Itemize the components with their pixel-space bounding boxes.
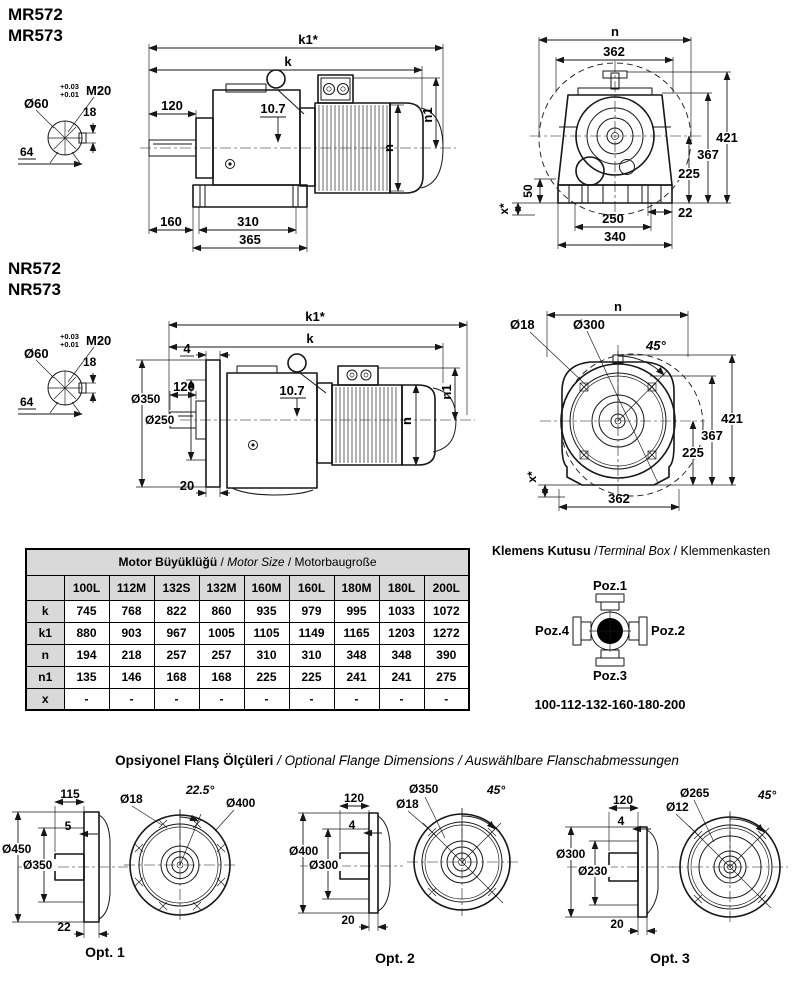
dim-value-cell: 348 xyxy=(334,644,379,666)
dim-160-label: 160 xyxy=(160,214,182,229)
terminal-box-diagram xyxy=(495,566,735,696)
table-row-k1 xyxy=(26,622,469,644)
dim-value-cell: 880 xyxy=(64,622,109,644)
dim-k-label: k xyxy=(306,331,314,346)
table-title-de: Motorbaugroße xyxy=(294,555,377,570)
key-width-label: 18 xyxy=(83,105,97,119)
dim-value-cell: 1149 xyxy=(289,622,334,644)
mr-shaft-detail-drawing xyxy=(10,80,140,175)
terminal-box-symbol xyxy=(573,594,647,666)
dim-value-cell: 822 xyxy=(154,600,199,622)
dim-225-label: 225 xyxy=(678,166,700,181)
dim-hole-dia-label: Ø18 xyxy=(396,797,419,811)
dim-50-label: 50 xyxy=(521,184,535,198)
table-title-en: Motor Size xyxy=(227,555,285,570)
dim-value-cell: 903 xyxy=(109,622,154,644)
dim-310-label: 310 xyxy=(237,214,259,229)
dim-angle-label: 45° xyxy=(758,788,777,802)
flange-section xyxy=(340,813,390,913)
dim-k1-label: k1* xyxy=(298,32,318,47)
terminal-pos1-label: Poz.1 xyxy=(593,578,627,593)
dim-hole-dia-label: Ø18 xyxy=(120,792,143,806)
dim-value-cell: - xyxy=(334,688,379,710)
dim-22-label: 22 xyxy=(678,205,693,220)
dim-value-cell: 225 xyxy=(244,666,289,688)
dim-value-cell: 310 xyxy=(289,644,334,666)
table-row-k xyxy=(26,600,469,622)
dim-n1-label: n1 xyxy=(439,384,454,400)
dim-pcd-label: Ø300 xyxy=(309,858,339,872)
dim-value-cell: 135 xyxy=(64,666,109,688)
motor-size-column-160L: 160L xyxy=(289,575,334,600)
terminal-sizes-line: 100-112-132-160-180-200 xyxy=(534,697,686,712)
shaft-length-label: 64 xyxy=(20,395,34,409)
table-title-row xyxy=(26,549,469,575)
dim-x-label: x* xyxy=(497,203,511,215)
dim-362-label: 362 xyxy=(603,44,625,59)
dim-115-label: 115 xyxy=(60,787,80,801)
dim-value-cell: 1005 xyxy=(199,622,244,644)
dim-value-cell: - xyxy=(244,688,289,710)
dim-hole-dia-label: Ø12 xyxy=(666,800,689,814)
mr-model-title xyxy=(8,4,63,46)
motor-size-column-180L: 180L xyxy=(379,575,424,600)
dim-n-label: n xyxy=(614,299,622,314)
dim-n-label: n xyxy=(381,144,396,152)
dim-120-label: 120 xyxy=(343,791,365,805)
terminal-title-tr: Klemens Kutusu xyxy=(492,544,591,558)
dim-n-label: n xyxy=(399,417,414,425)
dim-20-label: 20 xyxy=(341,913,355,927)
opt3-label: Opt. 3 xyxy=(650,950,690,966)
dim-angle-label: 45° xyxy=(646,338,666,353)
dim-value-cell: 241 xyxy=(379,666,424,688)
dim-pcd-label: Ø230 xyxy=(578,864,608,878)
dim-hole-dia-label: Ø18 xyxy=(510,317,535,332)
thread-size-label: M20 xyxy=(86,333,112,348)
motor-size-column-112M: 112M xyxy=(109,575,154,600)
dim-value-cell: 390 xyxy=(424,644,469,666)
dim-value-cell: 967 xyxy=(154,622,199,644)
mr-model-line1: MR572 xyxy=(8,5,63,24)
nr-model-line2: NR573 xyxy=(8,280,61,299)
dim-value-cell: 310 xyxy=(244,644,289,666)
dim-value-cell: - xyxy=(424,688,469,710)
motor-size-column-180M: 180M xyxy=(334,575,379,600)
dim-value-cell: 1105 xyxy=(244,622,289,644)
dim-value-cell: 257 xyxy=(199,644,244,666)
motor-table-corner-cell xyxy=(26,575,64,600)
dim-340-label: 340 xyxy=(604,229,626,244)
dim-k1-label: k1* xyxy=(305,309,325,324)
dim-key-depth-label: 10.7 xyxy=(260,101,286,116)
dim-value-cell: - xyxy=(289,688,334,710)
dim-225-label: 225 xyxy=(682,445,704,460)
flange-heading-tr: Opsiyonel Flanş Ölçüleri xyxy=(115,753,274,768)
dim-value-cell: - xyxy=(154,688,199,710)
shaft-diameter-label: Ø60 xyxy=(24,96,49,111)
dim-k-label: k xyxy=(284,54,292,69)
row-label-x: x xyxy=(26,688,64,710)
dim-20-label: 20 xyxy=(179,478,195,493)
opt3-face-view xyxy=(658,780,794,960)
tolerance-upper-label: +0.03 xyxy=(60,82,79,91)
dim-pcd-label: Ø350 xyxy=(23,858,53,872)
dim-22-label: 22 xyxy=(57,920,71,934)
table-row-n1 xyxy=(26,666,469,688)
shaft-end-view xyxy=(48,371,86,405)
nr-front-view-drawing xyxy=(490,293,794,540)
dim-120-label: 120 xyxy=(612,793,634,807)
dim-spigot-dia-label: Ø250 xyxy=(145,413,175,427)
flange-section xyxy=(609,827,658,917)
dim-n-label: n xyxy=(611,24,619,39)
dim-421-label: 421 xyxy=(721,411,743,426)
tolerance-lower-label: +0.01 xyxy=(60,90,79,99)
gearbox-body xyxy=(149,70,307,207)
tolerance-lower-label: +0.01 xyxy=(60,340,79,349)
dim-value-cell: 275 xyxy=(424,666,469,688)
thread-size-label: M20 xyxy=(86,83,112,98)
nr-model-title xyxy=(8,258,61,300)
dim-367-label: 367 xyxy=(701,428,723,443)
dim-value-cell: 768 xyxy=(109,600,154,622)
dim-4-label: 4 xyxy=(348,818,356,832)
dim-value-cell: 1272 xyxy=(424,622,469,644)
motor-table-body xyxy=(26,600,469,710)
dim-angle-label: 45° xyxy=(487,783,506,797)
row-label-n1: n1 xyxy=(26,666,64,688)
dim-5-label: 5 xyxy=(64,819,72,833)
dim-value-cell: - xyxy=(109,688,154,710)
motor-size-column-132S: 132S xyxy=(154,575,199,600)
terminal-title-en: Terminal Box xyxy=(597,544,671,558)
table-title-tr: Motor Büyüklüğü xyxy=(118,555,218,570)
dim-shaft-length-label: 120 xyxy=(173,379,195,394)
terminal-pos2-label: Poz.2 xyxy=(651,623,685,638)
terminal-pos3-label: Poz.3 xyxy=(593,668,627,683)
dim-x-label: x* xyxy=(525,471,539,483)
dim-value-cell: 146 xyxy=(109,666,154,688)
table-row-n xyxy=(26,644,469,666)
row-label-k1: k1 xyxy=(26,622,64,644)
dim-value-cell: 194 xyxy=(64,644,109,666)
dim-od-label: Ø450 xyxy=(2,842,32,856)
row-label-n: n xyxy=(26,644,64,666)
dim-value-cell: 1072 xyxy=(424,600,469,622)
motor-body xyxy=(300,75,443,193)
dim-flange-dia-label: Ø350 xyxy=(131,392,161,406)
mr-side-view-drawing xyxy=(138,18,490,256)
dim-value-cell: 1165 xyxy=(334,622,379,644)
table-title: Motor Büyüklüğü / Motor Size / Motorbaugroße xyxy=(26,549,469,575)
motor-size-column-132M: 132M xyxy=(199,575,244,600)
mr-model-line2: MR573 xyxy=(8,26,63,45)
opt2-face-view xyxy=(395,780,540,955)
motor-size-column-160M: 160M xyxy=(244,575,289,600)
dim-key-depth-label: 10.7 xyxy=(279,383,305,398)
dim-bolt-circle-label: Ø400 xyxy=(226,796,256,810)
dim-421-label: 421 xyxy=(716,130,738,145)
key-width-label: 18 xyxy=(83,355,97,369)
terminal-box-title: Klemens Kutusu /Terminal Box / Klemmenkasten xyxy=(492,544,771,558)
gearbox-body xyxy=(227,354,326,495)
dim-pcd-label: Ø300 xyxy=(573,317,605,332)
shaft-length-label: 64 xyxy=(20,145,34,159)
dim-value-cell: - xyxy=(64,688,109,710)
opt1-face-view xyxy=(118,778,280,956)
dim-4-label: 4 xyxy=(183,341,191,356)
dim-value-cell: 745 xyxy=(64,600,109,622)
dim-od-label: Ø400 xyxy=(289,844,319,858)
tolerance-upper-label: +0.03 xyxy=(60,332,79,341)
dim-bolt-circle-label: Ø350 xyxy=(409,782,439,796)
dim-value-cell: 995 xyxy=(334,600,379,622)
shaft-end-view xyxy=(48,121,86,155)
dim-value-cell: 860 xyxy=(199,600,244,622)
dim-365-label: 365 xyxy=(239,232,261,247)
nr-model-line1: NR572 xyxy=(8,259,61,278)
dim-value-cell: 348 xyxy=(379,644,424,666)
dim-value-cell: 935 xyxy=(244,600,289,622)
shaft-diameter-label: Ø60 xyxy=(24,346,49,361)
dim-250-label: 250 xyxy=(602,211,624,226)
dim-value-cell: 168 xyxy=(199,666,244,688)
dim-value-cell: 225 xyxy=(289,666,334,688)
nr-side-view-drawing xyxy=(130,293,490,540)
dim-shaft-length-label: 120 xyxy=(161,98,183,113)
flange-heading-rest: Optional Flange Dimensions / Auswählbare Flanschabmessungen xyxy=(284,753,679,768)
terminal-pos4-label: Poz.4 xyxy=(535,623,569,638)
mr-front-view-drawing xyxy=(490,15,794,260)
motor-body xyxy=(317,366,456,465)
dim-angle-label: 22.5° xyxy=(186,783,215,797)
dim-4-label: 4 xyxy=(617,814,625,828)
motor-size-table xyxy=(25,548,470,711)
dim-value-cell: 168 xyxy=(154,666,199,688)
dim-value-cell: 979 xyxy=(289,600,334,622)
table-row-x xyxy=(26,688,469,710)
dim-362-label: 362 xyxy=(608,491,630,506)
dim-value-cell: 1203 xyxy=(379,622,424,644)
flange-options-heading: Opsiyonel Flanş Ölçüleri / Optional Flange Dimensions / Auswählbare Flanschabmessungen xyxy=(115,753,679,768)
opt2-label: Opt. 2 xyxy=(375,950,415,966)
motor-size-column-100L: 100L xyxy=(64,575,109,600)
dim-20-label: 20 xyxy=(610,917,624,931)
nr-shaft-detail-drawing xyxy=(10,330,140,425)
dim-value-cell: 257 xyxy=(154,644,199,666)
dim-value-cell: 218 xyxy=(109,644,154,666)
table-header-row xyxy=(26,575,469,600)
row-label-k: k xyxy=(26,600,64,622)
terminal-title-de: Klemmenkasten xyxy=(680,544,771,558)
dim-value-cell: - xyxy=(199,688,244,710)
opt1-label: Opt. 1 xyxy=(85,944,125,960)
dim-bolt-circle-label: Ø265 xyxy=(680,786,710,800)
dim-od-label: Ø300 xyxy=(556,847,586,861)
dim-367-label: 367 xyxy=(697,147,719,162)
dim-value-cell: 241 xyxy=(334,666,379,688)
dim-value-cell: - xyxy=(379,688,424,710)
dim-value-cell: 1033 xyxy=(379,600,424,622)
dim-n1-label: n1 xyxy=(420,107,435,123)
motor-size-column-200L: 200L xyxy=(424,575,469,600)
